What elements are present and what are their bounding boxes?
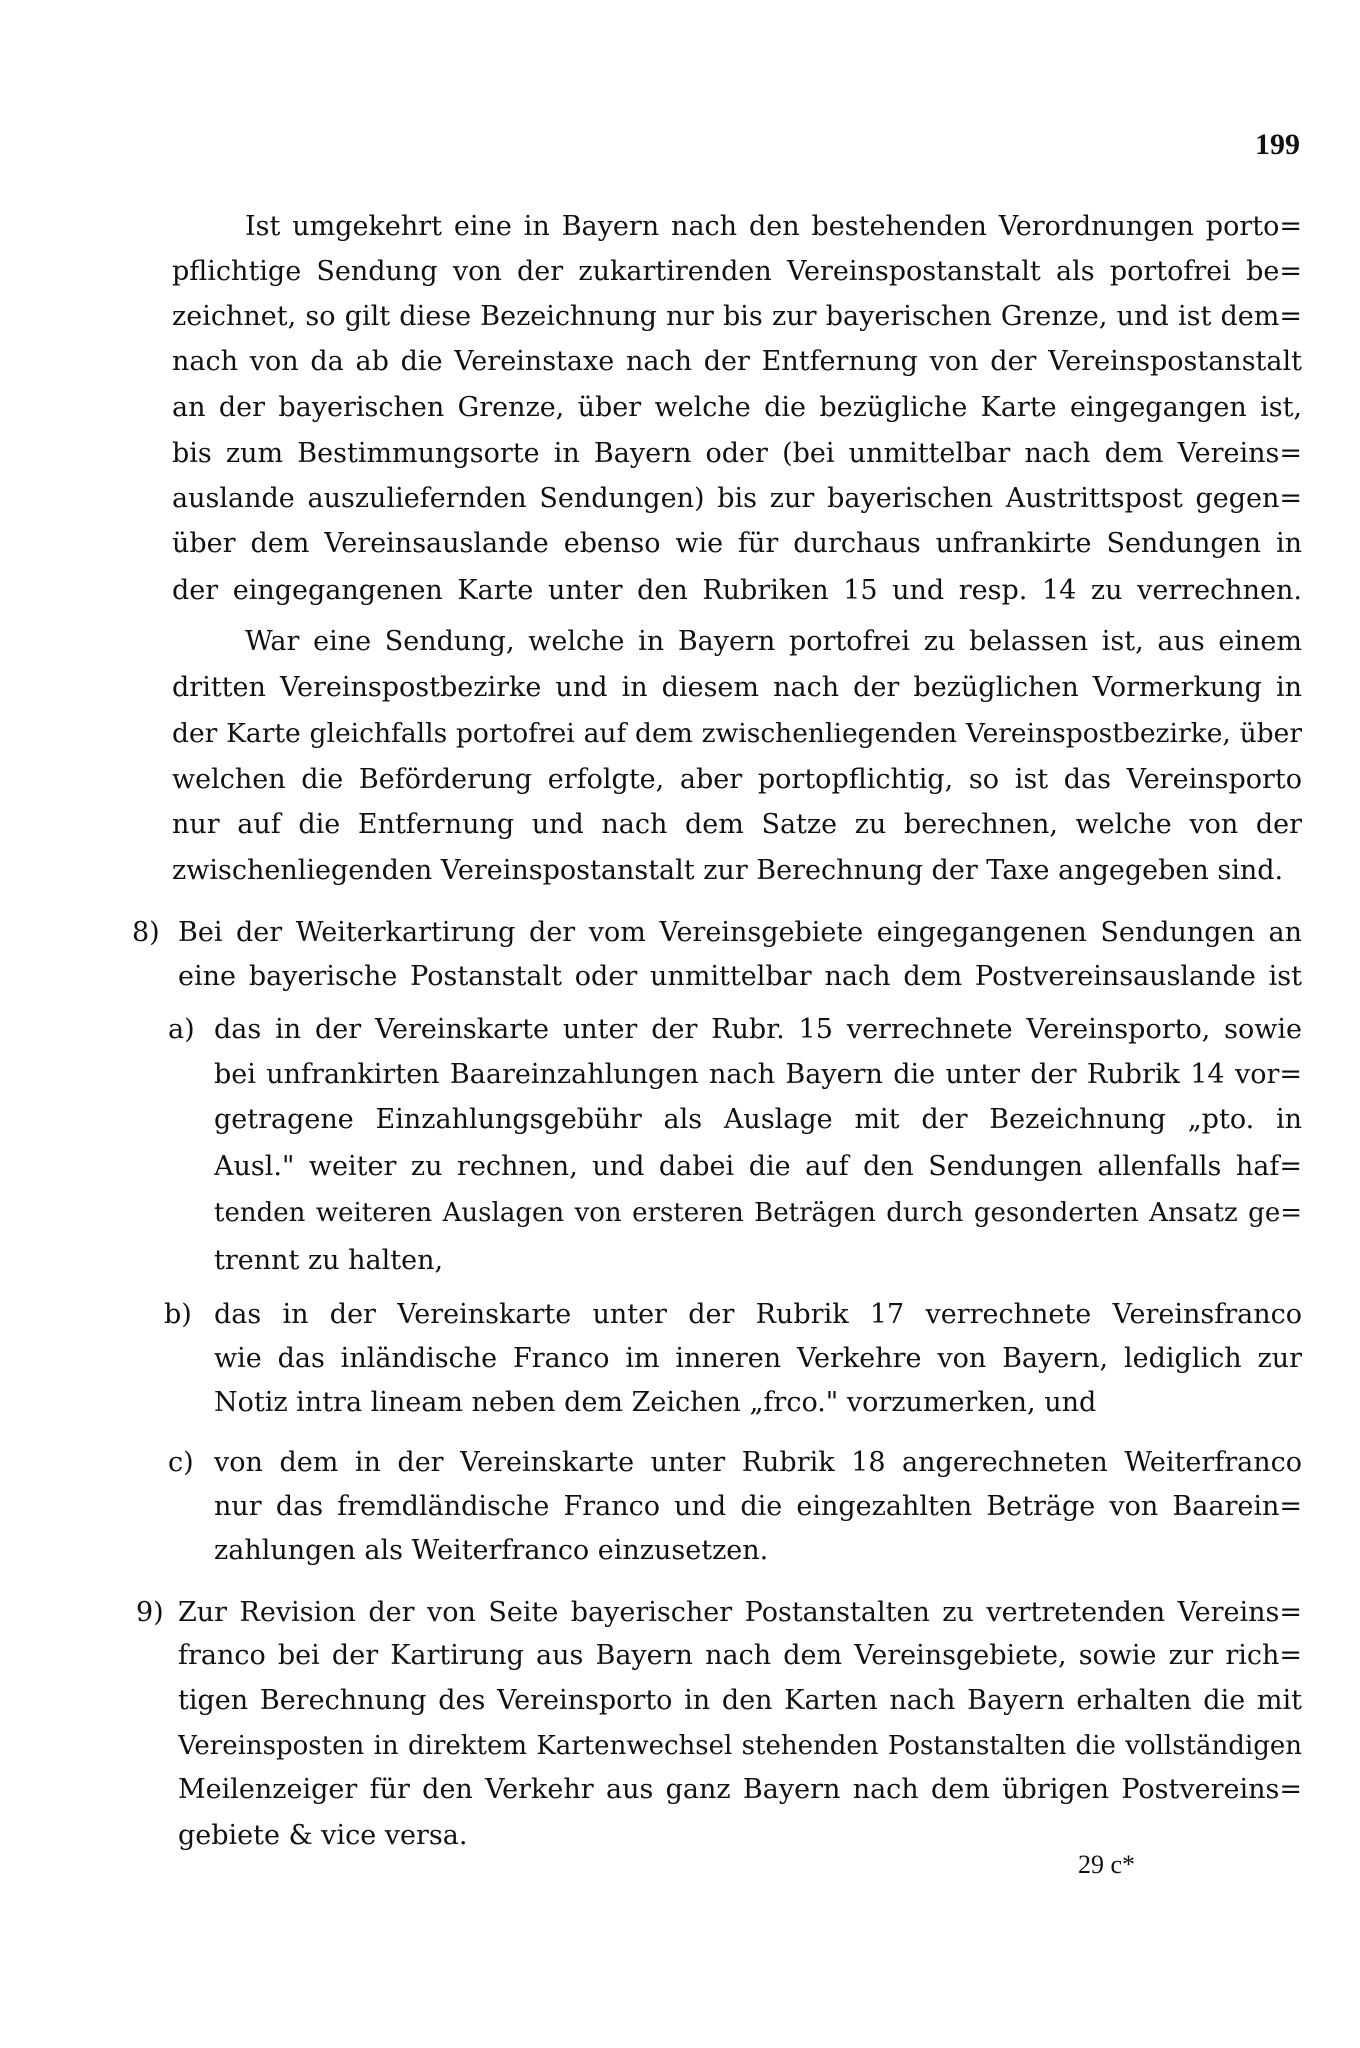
item-label: 8) <box>132 917 160 948</box>
text-line: an der bayerischen Grenze, über welche die bezügliche Karte eingegangen ist, <box>172 392 1302 423</box>
text-line: tenden weiteren Auslagen von ersteren Beträgen durch gesonderten Ansatz ge= <box>214 1198 1302 1228</box>
text-line: Bei der Weiterkartirung der vom Vereinsgebiete eingegangenen Sendungen an <box>178 917 1302 948</box>
text-line: von dem in der Vereinskarte unter Rubrik 18 angerechneten Weiterfranco <box>214 1447 1302 1478</box>
text-line: nur das fremdländische Franco und die eingezahlten Beträge von Baarein= <box>214 1491 1302 1522</box>
text-line: der Karte gleichfalls portofrei auf dem zwischenliegenden Vereinspostbezirke, über <box>172 718 1302 749</box>
item-label: 9) <box>136 1597 164 1628</box>
text-line: über dem Vereinsauslande ebenso wie für durchaus unfrankirte Sendungen in <box>172 528 1302 559</box>
text-line: dritten Vereinspostbezirke und in diesem nach der bezüglichen Vormerkung in <box>172 672 1302 703</box>
text-line: Ausl." weiter zu rechnen, und dabei die auf den Sendungen allenfalls haf= <box>214 1151 1302 1182</box>
text-line: getragene Einzahlungsgebühr als Auslage mit der Bezeichnung „pto. in <box>214 1104 1302 1135</box>
text-line: pflichtige Sendung von der zukartirenden Vereinspostanstalt als portofrei be= <box>172 256 1302 287</box>
text-line: Zur Revision der von Seite bayerischer Postanstalten zu vertretenden Vereins= <box>178 1597 1302 1628</box>
text-line: nach von da ab die Vereinstaxe nach der Entfernung von der Vereinspostanstalt <box>172 346 1302 377</box>
text-line: bis zum Bestimmungsorte in Bayern oder (bei unmittelbar nach dem Vereins= <box>172 438 1302 469</box>
text-line: zwischenliegenden Vereinspostanstalt zur Berechnung der Taxe angegeben sind. <box>172 855 1284 886</box>
text-line: eine bayerische Postanstalt oder unmittelbar nach dem Postvereinsauslande ist <box>178 961 1302 992</box>
text-line: nur auf die Entfernung und nach dem Satze zu berechnen, welche von der <box>172 809 1302 840</box>
text-line: wie das inländische Franco im inneren Verkehre von Bayern, lediglich zur <box>214 1343 1302 1374</box>
item-label: c) <box>168 1447 194 1478</box>
text-line: der eingegangenen Karte unter den Rubriken 15 und resp. 14 zu verrechnen. <box>172 575 1302 606</box>
text-line: War eine Sendung, welche in Bayern portofrei zu belassen ist, aus einem <box>245 626 1302 657</box>
text-line: das in der Vereinskarte unter der Rubr. 15 verrechnete Vereinsporto, sowie <box>214 1014 1302 1045</box>
text-line: bei unfrankirten Baareinzahlungen nach Bayern die unter der Rubrik 14 vor= <box>214 1059 1302 1090</box>
text-line: Ist umgekehrt eine in Bayern nach den bestehenden Verordnungen porto= <box>245 211 1302 242</box>
text-line: das in der Vereinskarte unter der Rubrik 17 verrechnete Vereinsfranco <box>214 1299 1302 1330</box>
text-line: auslande auszuliefernden Sendungen) bis zur bayerischen Austrittspost gegen= <box>172 483 1302 514</box>
text-line: welchen die Beförderung erfolgte, aber portopflichtig, so ist das Vereinsporto <box>172 764 1302 795</box>
item-label: b) <box>164 1299 192 1330</box>
text-line: zeichnet, so gilt diese Bezeichnung nur bis zur bayerischen Grenze, und ist dem= <box>172 301 1302 332</box>
text-line: Vereinsposten in direktem Kartenwechsel stehenden Postanstalten die vollständigen <box>178 1731 1302 1761</box>
text-line: trennt zu halten, <box>214 1245 444 1276</box>
text-line: franco bei der Kartirung aus Bayern nach dem Vereinsgebiete, sowie zur rich= <box>178 1640 1302 1671</box>
text-line: tigen Berechnung des Vereinsporto in den Karten nach Bayern erhalten die mit <box>178 1685 1302 1716</box>
item-label: a) <box>168 1014 195 1045</box>
text-line: Notiz intra lineam neben dem Zeichen „frco." vorzumerken, und <box>214 1387 1097 1418</box>
signature-mark: 29 c* <box>1078 1850 1136 1879</box>
page-number: 199 <box>1255 128 1300 161</box>
text-line: Meilenzeiger für den Verkehr aus ganz Bayern nach dem übrigen Postvereins= <box>178 1774 1302 1805</box>
text-line: gebiete & vice versa. <box>178 1820 468 1851</box>
text-line: zahlungen als Weiterfranco einzusetzen. <box>214 1535 769 1566</box>
